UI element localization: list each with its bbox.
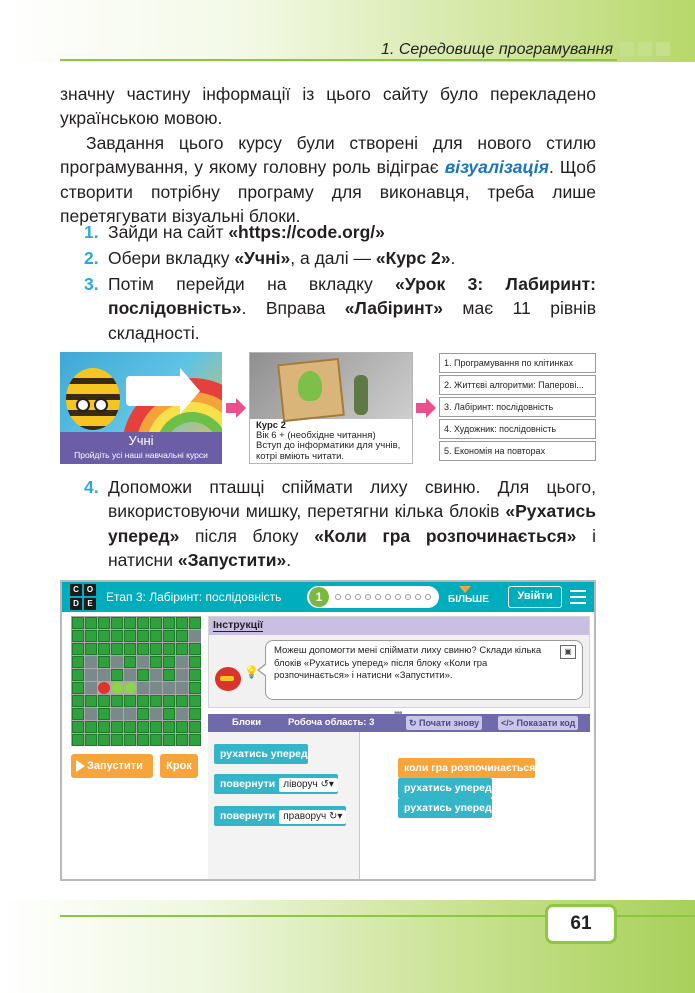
pig-icon [124,682,136,694]
lesson-item[interactable]: 5. Економія на повторах [439,441,596,461]
maze-cell [124,643,136,655]
maze-cell [98,734,110,746]
maze-cell [176,643,188,655]
top-bar [62,582,594,612]
maze-cell [72,721,84,733]
maze-cell [85,643,97,655]
maze-cell [137,630,149,642]
lesson-item[interactable]: 2. Життєві алгоритми: Паперові... [439,375,596,395]
maze-cell [124,630,136,642]
maze-cell [176,617,188,629]
login-button[interactable]: Увійти [508,586,562,608]
instructions-text: Можеш допомогти мені спіймати лиху свиню? Склади кілька блоків «Рухатись уперед» після блоку «Коли гра розпочинається» і натисни «Запустити». [274,645,542,682]
maze-cell [176,656,188,668]
lesson-list [439,353,596,463]
chapter-title: 1. Середовище програмування [381,41,613,58]
page-number-box [545,904,617,944]
turn-left-block[interactable]: повернути ліворуч ↺▾ [214,774,338,794]
menu-icon[interactable] [570,590,586,604]
maze-cell [85,734,97,746]
maze-cell [137,695,149,707]
step-number: 2. [84,248,99,268]
maze-cell [111,643,123,655]
maze-cell [150,708,162,720]
arrow-right-icon [226,403,236,413]
move-forward-block[interactable]: рухатись уперед [398,778,492,798]
instructions-panel [208,616,590,708]
maze-cell [111,656,123,668]
level-dot[interactable] [345,594,351,600]
maze-cell [85,669,97,681]
maze-cell [137,643,149,655]
maze-cell [150,682,162,694]
maze-cell [98,721,110,733]
maze-cell [189,734,201,746]
maze-cell [124,721,136,733]
maze-cell [137,734,149,746]
term-visualization: візуалізація [444,157,549,178]
maze-cell [111,734,123,746]
maze-cell [150,695,162,707]
maze-cell [150,734,162,746]
maze-cell [72,656,84,668]
maze-cell [150,656,162,668]
step-number: 4. [84,477,99,497]
level-dot[interactable] [415,594,421,600]
lesson-item[interactable]: 4. Художник: послідовність [439,419,596,439]
level-dot[interactable] [395,594,401,600]
lesson-item[interactable]: 3. Лабіринт: послідовність [439,397,596,417]
level-progress [307,586,439,608]
maze-cell [163,734,175,746]
maze-grid [71,616,201,746]
maze-cell [124,617,136,629]
maze-cell [137,617,149,629]
level-dot[interactable] [405,594,411,600]
maze-cell [150,669,162,681]
maze-cell [137,656,149,668]
maze-cell [72,630,84,642]
course2-illustration [250,353,413,419]
maze-cell [189,617,201,629]
level-dot[interactable] [365,594,371,600]
maze-cell [176,682,188,694]
maze-cell [150,617,162,629]
maze-cell [85,682,97,694]
workspace-toolbar [208,714,590,732]
header-decor-square [620,42,634,56]
workspace-count: 3 [369,717,375,728]
page-number: 61 [570,913,592,934]
expand-icon[interactable]: ▣ [560,645,576,659]
maze-cell [72,695,84,707]
restart-button[interactable]: ↻ Почати знову [406,716,482,730]
maze-cell [85,656,97,668]
maze-cell [98,630,110,642]
wizard-icon [298,371,322,401]
maze-cell [189,682,201,694]
pig-icon [111,682,123,694]
current-level-badge[interactable]: 1 [309,587,329,607]
maze-cell [137,682,149,694]
maze-cell [163,708,175,720]
maze-cell [150,721,162,733]
bird-icon [98,682,110,694]
bird-avatar-icon [215,667,241,691]
maze-cell [72,643,84,655]
maze-cell [111,721,123,733]
level-dot[interactable] [425,594,431,600]
maze-cell [137,708,149,720]
level-dot[interactable] [375,594,381,600]
move-forward-block[interactable]: рухатись уперед [214,744,308,764]
maze-cell [124,734,136,746]
maze-cell [72,617,84,629]
instructions-title: Інструкції [213,619,263,631]
maze-cell [98,643,110,655]
level-dot[interactable] [355,594,361,600]
maze-cell [176,721,188,733]
maze-cell [150,630,162,642]
maze-cell [189,708,201,720]
maze-cell [98,656,110,668]
more-button[interactable]: БІЛЬШЕ [448,594,489,605]
when-run-block[interactable]: коли гра розпочинається [398,758,535,778]
maze-cell [137,721,149,733]
maze-cell [176,695,188,707]
course2-title: Курс 2 [256,420,286,431]
maze-cell [176,630,188,642]
maze-cell [189,643,201,655]
maze-cell [111,708,123,720]
maze-cell [124,656,136,668]
maze-cell [189,630,201,642]
header-decor-square [638,42,652,56]
hint-icon[interactable]: 💡 [244,665,259,679]
maze-cell [72,708,84,720]
maze-cell [124,695,136,707]
blocks-label: Блоки [232,717,262,728]
maze-cell [111,669,123,681]
move-forward-block[interactable]: рухатись уперед [398,798,492,818]
stage-title: Етап 3: Лабіринт: послідовність [106,590,282,604]
course2-description: Вступ до інформатики для учнів, котрі вміють читати. [256,440,401,462]
maze-cell [124,708,136,720]
more-arrow-icon [459,586,471,593]
run-button[interactable]: Запустити [71,754,153,778]
step-button[interactable]: Крок [160,754,198,778]
maze-cell [85,721,97,733]
codeorg-screenshot [60,580,596,881]
blocks-palette [208,732,360,880]
maze-cell [111,617,123,629]
direction-dropdown[interactable]: праворуч ↻▾ [279,810,346,824]
maze-cell [163,643,175,655]
maze-cell [163,682,175,694]
maze-cell [98,617,110,629]
maze-cell [189,656,201,668]
maze-cell [85,708,97,720]
maze-cell [163,630,175,642]
maze-cell [150,643,162,655]
maze-cell [111,630,123,642]
codeorg-logo[interactable]: C O D E [70,584,96,610]
paragraph-2: Завдання цього курсу були створені для нового стилю програмування, у якому головну роль відіграє візуалізація. Щоб створити потрібну програму для виконавця, треба лише перетягувати візуальні блоки. [60,133,596,227]
level-dot[interactable] [385,594,391,600]
maze-cell [163,656,175,668]
header-rule [60,59,617,61]
maze-cell [85,617,97,629]
maze-cell [72,669,84,681]
course2-age: Вік 6 + (необхідне читання) [256,430,376,442]
maze-cell [189,669,201,681]
maze-cell [98,669,110,681]
instructions-bubble [265,640,583,700]
maze-cell [137,669,149,681]
maze-cell [98,695,110,707]
arrow-right-icon [416,403,426,413]
step-number: 1. [84,222,99,242]
arrow-icon [126,376,182,406]
students-tile-caption: Учні Пройдіть усі наші навчальні курси [60,432,222,464]
maze-cell [111,695,123,707]
workspace-area [360,732,590,880]
maze-cell [72,682,84,694]
maze-cell [189,695,201,707]
header-decor-square [656,42,670,56]
step-number: 3. [84,274,99,294]
maze-cell [85,695,97,707]
maze-cell [124,669,136,681]
direction-dropdown[interactable]: ліворуч ↺▾ [279,778,338,792]
bee-illustration [66,368,120,430]
maze-cell [98,708,110,720]
maze-cell [176,669,188,681]
maze-cell [163,695,175,707]
zombie-icon [354,375,368,415]
show-code-button[interactable]: </> Показати код [498,716,578,730]
paragraph-1: значну частину інформації із цього сайту було перекладено українською мовою. [60,84,596,129]
workspace-label: Робоча область: 3 [288,717,375,728]
maze-cell [189,721,201,733]
course2-tile[interactable] [249,352,413,464]
maze-cell [72,734,84,746]
level-dot[interactable] [335,594,341,600]
maze-cell [176,734,188,746]
lesson-item[interactable]: 1. Програмування по клітинках [439,353,596,373]
maze-cell [85,630,97,642]
maze-cell [163,617,175,629]
students-tile[interactable] [60,352,222,464]
maze-cell [176,708,188,720]
maze-cell [163,721,175,733]
maze-cell [163,669,175,681]
site-url: «https://code.org/» [228,222,385,242]
turn-right-block[interactable]: повернути праворуч ↻▾ [214,806,346,826]
